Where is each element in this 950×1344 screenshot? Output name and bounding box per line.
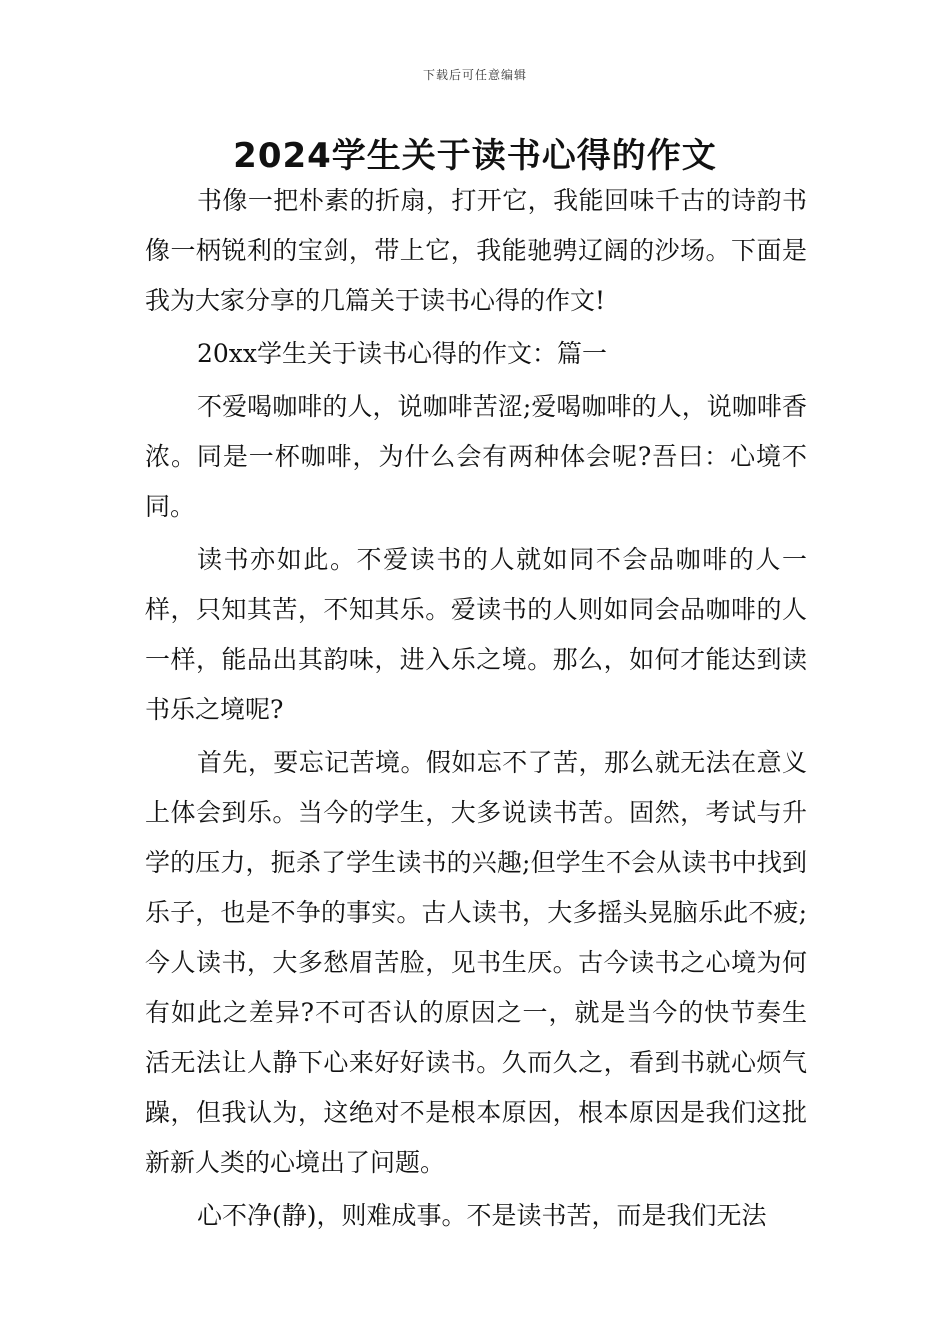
paragraph-first-forget-hardship: 首先，要忘记苦境。假如忘不了苦，那么就无法在意义上体会到乐。当今的学生，大多说读书苦。固然，考试与升学的压力，扼杀了学生读书的兴趣;但学生不会从读书中找到乐子，也是不争的事实。古人读书，大多摇头晃脑乐此不疲;今人读书，大多愁眉苦脸，见书生厌。古今读书之心境为何有如此之差异?不可否认的原因之一，就是当今的快节奏生活无法让人静下心来好好读书。久而久之，看到书就心烦气躁，但我认为，这绝对不是根本原因，根本原因是我们这批新新人类的心境出了问题。: [145, 748, 807, 1177]
paragraph-section-heading: 20xx学生关于读书心得的作文：篇一: [197, 339, 608, 368]
paragraph-heart-not-calm: 心不净(静)，则难成事。不是读书苦，而是我们无法: [197, 1201, 767, 1230]
paragraph-coffee: 不爱喝咖啡的人，说咖啡苦涩;爱喝咖啡的人，说咖啡香浓。同是一杯咖啡，为什么会有两种体会呢?吾曰：心境不同。: [145, 392, 807, 521]
header-note: 下载后可任意编辑: [422, 68, 527, 82]
paragraph-intro: 书像一把朴素的折扇，打开它，我能回味千古的诗韵书像一柄锐利的宝剑，带上它，我能驰骋辽阔的沙场。下面是我为大家分享的几篇关于读书心得的作文!: [145, 186, 807, 315]
document-body: [145, 176, 807, 1241]
paragraph-reading-like-coffee: 读书亦如此。不爱读书的人就如同不会品咖啡的人一样，只知其苦，不知其乐。爱读书的人则如同会品咖啡的人一样，能品出其韵味，进入乐之境。那么，如何才能达到读书乐之境呢?: [145, 545, 807, 724]
document-title: 2024学生关于读书心得的作文: [233, 136, 717, 176]
